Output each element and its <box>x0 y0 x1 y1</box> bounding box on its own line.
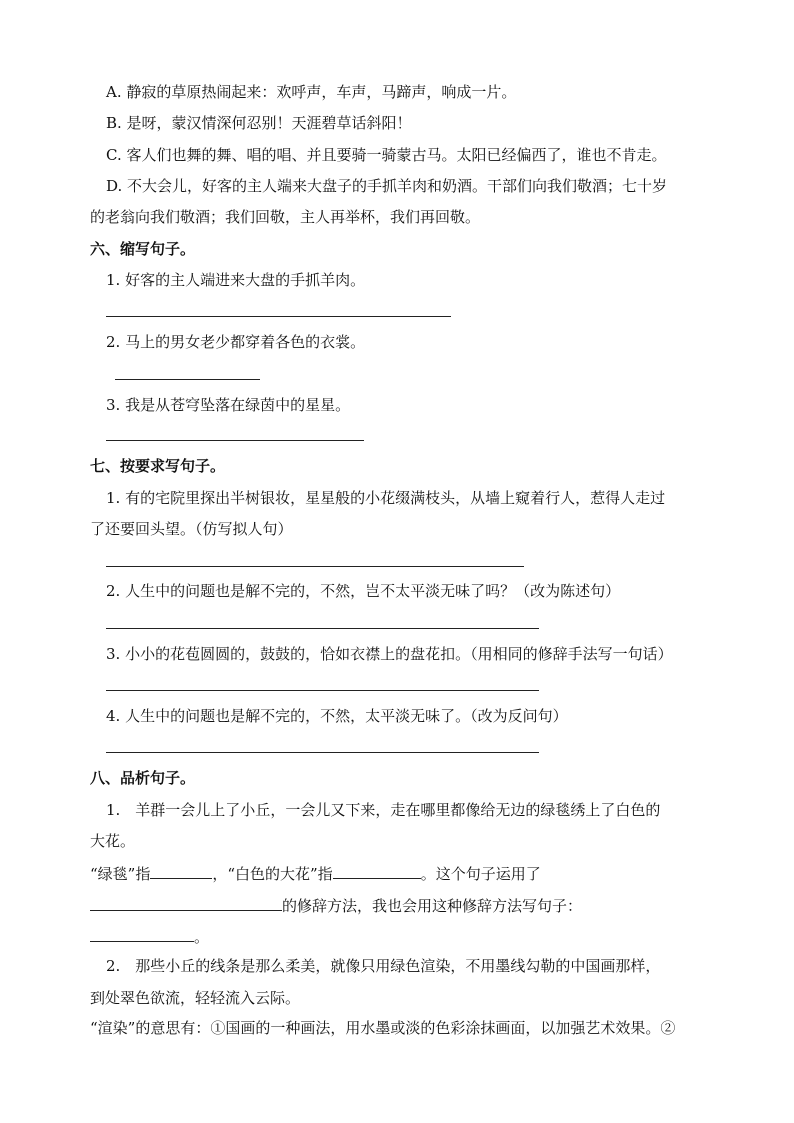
section8-q2-line3: “渲染”的意思有：①国画的一种画法，用水墨或淡的色彩涂抹画面，以加强艺术效果。② <box>90 1019 676 1037</box>
section8-fill-line2 <box>90 894 582 916</box>
answer-line <box>115 379 260 380</box>
section7-q3: 3. 小小的花苞圆圆的，鼓鼓的，恰如衣襟上的盘花扣。（用相同的修辞手法写一句话） <box>106 645 673 663</box>
option-c: C. 客人们也舞的舞、唱的唱、并且要骑一骑蒙古马。太阳已经偏西了，谁也不肯走。 <box>106 146 667 164</box>
section8-q1-line1: 1. 羊群一会儿上了小丘，一会儿又下来，走在哪里都像给无边的绿毯绣上了白色的 <box>106 801 661 819</box>
section7-q1-line1: 1. 有的宅院里探出半树银妆，星星般的小花缀满枝头，从墙上窥着行人，惹得人走过 <box>106 489 666 507</box>
fill-label-end: 。 <box>194 928 210 946</box>
section7-q1-line2: 了还要回头望。（仿写拟人句） <box>90 520 293 538</box>
answer-line <box>106 566 524 567</box>
fill-blank-lvtan[interactable] <box>150 862 212 879</box>
answer-line <box>106 316 451 317</box>
section6-q1: 1. 好客的主人端进来大盘的手抓羊肉。 <box>106 271 366 289</box>
section7-q2: 2. 人生中的问题也是解不完的，不然，岂不太平淡无味了吗？（改为陈述句） <box>106 582 621 600</box>
section8-q2-line1: 2. 那些小丘的线条是那么柔美，就像只用绿色渲染，不用墨线勾勒的中国画那样， <box>106 957 661 975</box>
option-a: A. 静寂的草原热闹起来：欢呼声，车声，马蹄声，响成一片。 <box>106 83 517 101</box>
fill-label-lvtan: “绿毯”指 <box>90 865 151 883</box>
fill-blank-baise[interactable] <box>333 862 421 879</box>
fill-label-write: 的修辞方法，我也会用这种修辞方法写句子： <box>282 897 583 915</box>
fill-label-baise: ，“白色的大花”指 <box>212 865 333 883</box>
answer-line <box>106 690 539 691</box>
option-d-line1: D. 不大会儿，好客的主人端来大盘子的手抓羊肉和奶酒。干部们向我们敬酒；七十岁 <box>106 177 668 195</box>
section8-q2-line2: 到处翠色欲流，轻轻流入云际。 <box>90 989 301 1007</box>
fill-blank-sentence[interactable] <box>90 925 194 942</box>
fill-blank-rhetoric[interactable] <box>90 894 282 911</box>
section8-fill-line1 <box>90 862 541 884</box>
answer-line <box>106 628 539 629</box>
section6-q2: 2. 马上的男女老少都穿着各色的衣裳。 <box>106 333 366 351</box>
section6-q3: 3. 我是从苍穹坠落在绿茵中的星星。 <box>106 396 351 414</box>
answer-line <box>106 752 539 753</box>
section8-title: 八、品析句子。 <box>90 769 196 787</box>
option-b: B. 是呀，蒙汉情深何忍别！天涯碧草话斜阳！ <box>106 114 412 132</box>
section8-fill-line3 <box>90 925 209 947</box>
section8-q1-line2: 大花。 <box>90 832 136 850</box>
section7-q4: 4. 人生中的问题也是解不完的，不然，太平淡无味了。（改为反问句） <box>106 707 568 725</box>
section7-title: 七、按要求写句子。 <box>90 457 226 475</box>
option-d-line2: 的老翁向我们敬酒；我们回敬，主人再举杯，我们再回敬。 <box>90 208 481 226</box>
fill-label-rhetoric: 。这个句子运用了 <box>420 865 541 883</box>
section6-title: 六、缩写句子。 <box>90 240 196 258</box>
answer-line <box>106 440 364 441</box>
